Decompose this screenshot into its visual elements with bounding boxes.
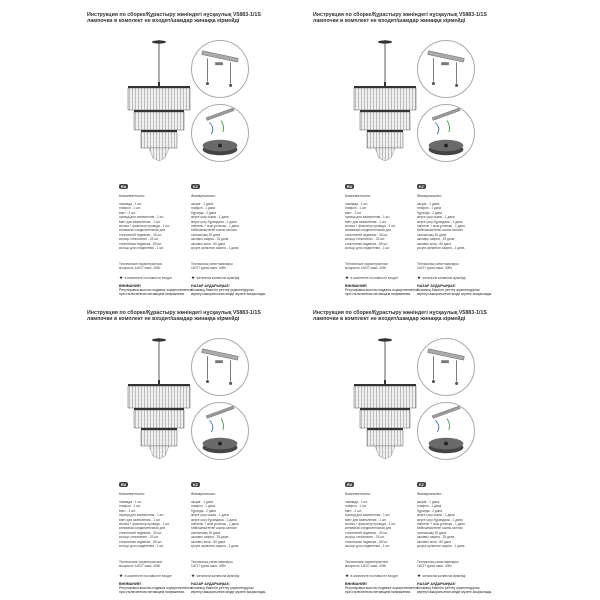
list-item: қосуға арналған сақина - 1 дана bbox=[191, 544, 239, 549]
warning-line: при отключенном питающем напряжении. bbox=[119, 590, 186, 595]
list-item: лампада - 1 шт. bbox=[119, 202, 142, 206]
list-item: Кейіншежіктеген шыны салпын bbox=[191, 228, 237, 233]
list-item: бұранда - 2 дана bbox=[417, 508, 443, 513]
list-item: кольцо стеклянное - 33 шт. bbox=[345, 237, 385, 242]
language-badge-kz: KZ bbox=[419, 482, 424, 487]
note-text: в комплекте поставки не входит bbox=[124, 276, 172, 280]
instruction-sheet bbox=[87, 310, 313, 595]
list-item: бұранда - 2 дана bbox=[191, 210, 217, 215]
list-item: провод для заземления - 1 шт. bbox=[119, 215, 165, 220]
note-text: жеткізілім жинағына кірмейді bbox=[196, 574, 240, 578]
list-item: плафон - 1 дана bbox=[417, 504, 442, 509]
warning-line: Аспаның биіктігін реттеу қоректендіргіш bbox=[417, 288, 480, 293]
warning-ru bbox=[345, 284, 421, 296]
contents-heading: Жинақтылығы: bbox=[417, 492, 442, 496]
note-text: жеткізілім жинағына кірмейді bbox=[422, 574, 466, 578]
sheet-title bbox=[313, 12, 533, 25]
mounting-bracket-screws-diagram bbox=[417, 338, 475, 396]
tech-specs-ru bbox=[345, 560, 415, 568]
warning-title: ВНИМАНИЕ! bbox=[119, 284, 142, 288]
contents-list-kz bbox=[191, 202, 261, 250]
list-item: кольцо для соединения - 1 шт. bbox=[119, 544, 165, 549]
note-text: жеткізілім жинағына кірмейді bbox=[196, 276, 240, 280]
list-item: лампада - 1 шт. bbox=[119, 500, 142, 504]
tech-specs-kz bbox=[417, 262, 487, 270]
warning-ru bbox=[119, 284, 195, 296]
list-item: ниппель + сым ұстағыш - 1 дана bbox=[191, 522, 239, 527]
warning-title: НАЗАР АУДАРЫҢЫЗ! bbox=[417, 582, 456, 586]
language-badge-ru: RU bbox=[121, 482, 127, 487]
contents-list-kz bbox=[417, 202, 487, 250]
list-item: Кейіншежіктеген шыны салпын bbox=[191, 526, 237, 531]
crystal-chandelier-illustration bbox=[345, 338, 425, 466]
list-item: ниппель + сым ұстағыш - 1 дана bbox=[417, 522, 465, 527]
list-item: винт - 2 шт. bbox=[345, 210, 362, 215]
instruction-sheet bbox=[313, 310, 539, 595]
list-item: винт - 2 шт. bbox=[119, 210, 136, 215]
list-item: кольцо стеклянное - 33 шт. bbox=[119, 237, 159, 242]
tech-specs-ru bbox=[119, 262, 189, 270]
list-item: жерге қосу сымы - 1 дана bbox=[191, 513, 229, 518]
list-item: шынағы аспа - 80 дана bbox=[191, 539, 226, 544]
title-line: Инструкция по сборке/Құрастыру жөніндегі нұсқаулық V5883-1/1S bbox=[87, 12, 261, 18]
list-item: бұранда - 2 дана bbox=[191, 508, 217, 513]
not-included-note bbox=[417, 574, 465, 578]
warning-title: ВНИМАНИЕ! bbox=[345, 582, 368, 586]
list-item: провод для заземления - 1 шт. bbox=[345, 513, 391, 518]
list-item: кнопка + фиксатор провода - 1 шт. bbox=[345, 522, 396, 527]
title-line: лампочки в комплект не входят/шамдар жинаққа кірмейді bbox=[87, 18, 240, 25]
warning-kz bbox=[191, 582, 267, 594]
list-item: жерге қосу бұрандасы - 1 дана bbox=[417, 219, 463, 224]
list-item: шырағ - 1 дана bbox=[191, 202, 214, 206]
list-item: шынағы сақина - 33 дана bbox=[417, 237, 455, 242]
title-line: Инструкция по сборке/Құрастыру жөніндегі нұсқаулық V5883-1/1S bbox=[87, 310, 261, 316]
list-item: шынағы аспа - 80 дана bbox=[191, 241, 226, 246]
contents-heading: Комплектность: bbox=[119, 492, 146, 496]
list-item: жерге қосу сымы - 1 дана bbox=[417, 215, 455, 220]
warning-line: Аспаның биіктігін реттеу қоректендіргіш bbox=[417, 586, 480, 591]
star-icon: ★ bbox=[345, 275, 350, 280]
language-badge-ru: RU bbox=[347, 184, 353, 189]
note-text: в комплекте поставки не входит bbox=[350, 574, 398, 578]
list-item: стеклянная подвеска - 80 шт. bbox=[345, 241, 389, 246]
list-item: Кейіншежіктеген шыны салпын bbox=[417, 526, 463, 531]
specs-title: Техникалық сипаттамалары: bbox=[191, 262, 234, 266]
warning-title: ВНИМАНИЕ! bbox=[345, 284, 368, 288]
warning-title: НАЗАР АУДАРЫҢЫЗ! bbox=[417, 284, 456, 288]
specs-value: 1xE27 қуаты макс. 40Вт bbox=[417, 564, 452, 569]
specs-value: 1xE27 қуаты макс. 40Вт bbox=[191, 266, 226, 271]
list-item: винт для заземления - 1 шт. bbox=[345, 517, 387, 522]
specs-value: 1xE27 қуаты макс. 40Вт bbox=[417, 266, 452, 271]
star-icon: ★ bbox=[345, 573, 350, 578]
specs-title: Техникалық сипаттамалары: bbox=[191, 560, 234, 564]
not-included-note bbox=[191, 276, 239, 280]
list-item: клеммная соединительная для bbox=[119, 526, 166, 531]
list-item: стеклянной подвески - 30 шт. bbox=[345, 530, 389, 535]
tech-specs-ru bbox=[119, 560, 189, 568]
contents-heading: Жинақтылығы: bbox=[191, 194, 216, 198]
list-item: жерге қосу сымы - 1 дана bbox=[191, 215, 229, 220]
list-item: шынағы сақина - 33 дана bbox=[417, 535, 455, 540]
title-line: Инструкция по сборке/Құрастыру жөніндегі нұсқаулық V5883-1/1S bbox=[313, 12, 487, 18]
warning-line: кернеуі ажыратылған кезде жүзеге асырылады. bbox=[191, 590, 267, 595]
tech-specs-kz bbox=[191, 560, 261, 568]
language-badge-kz: KZ bbox=[193, 184, 198, 189]
list-item: кнопка + фиксатор провода - 1 шт. bbox=[119, 224, 170, 229]
list-item: кнопка + фиксатор провода - 1 шт. bbox=[345, 224, 396, 229]
list-item: салпыншақ 30 дана bbox=[191, 530, 221, 535]
list-item: стеклянная подвеска - 80 шт. bbox=[345, 539, 389, 544]
warning-line: кернеуі ажыратылған кезде жүзеге асырылады. bbox=[417, 292, 493, 297]
list-item: кольцо стеклянное - 33 шт. bbox=[119, 535, 159, 540]
list-item: Кейіншежіктеген шыны салпын bbox=[417, 228, 463, 233]
contents-list-ru bbox=[119, 202, 189, 250]
list-item: винт для заземления - 1 шт. bbox=[119, 219, 161, 224]
list-item: бұранда - 2 дана bbox=[417, 210, 443, 215]
list-item: клеммная соединительная для bbox=[119, 228, 166, 233]
contents-heading: Жинақтылығы: bbox=[417, 194, 442, 198]
contents-heading: Комплектность: bbox=[345, 194, 372, 198]
list-item: ниппель + сым ұстағыш - 1 дана bbox=[191, 224, 239, 229]
warning-line: Регулировка высоты подвеса осуществляется bbox=[119, 586, 192, 591]
list-item: стеклянной подвески - 30 шт. bbox=[119, 232, 163, 237]
ceiling-canopy-wiring-diagram bbox=[417, 402, 475, 460]
language-badge-ru: RU bbox=[347, 482, 353, 487]
sheet-title bbox=[313, 310, 533, 323]
list-item: кольцо стеклянное - 33 шт. bbox=[345, 535, 385, 540]
not-included-note bbox=[191, 574, 239, 578]
list-item: плафон - 1 дана bbox=[191, 206, 216, 211]
list-item: қосуға арналған сақина - 1 дана bbox=[417, 544, 465, 549]
specs-title: Технические характеристики: bbox=[119, 262, 163, 266]
specs-value: 1xE27 қуаты макс. 40Вт bbox=[191, 564, 226, 569]
warning-ru bbox=[345, 582, 421, 594]
tech-specs-kz bbox=[417, 560, 487, 568]
ceiling-canopy-wiring-diagram bbox=[191, 402, 249, 460]
list-item: винт - 2 шт. bbox=[119, 508, 136, 513]
contents-list-ru bbox=[345, 202, 415, 250]
note-text: в комплекте поставки не входит bbox=[124, 574, 172, 578]
star-icon: ★ bbox=[191, 573, 196, 578]
mounting-bracket-screws-diagram bbox=[191, 338, 249, 396]
warning-line: кернеуі ажыратылған кезде жүзеге асырылады. bbox=[191, 292, 267, 297]
list-item: кольцо для соединения - 1 шт. bbox=[345, 544, 391, 549]
list-item: шырағ - 1 дана bbox=[417, 202, 440, 206]
title-line: лампочки в комплект не входят/шамдар жинаққа кірмейді bbox=[87, 316, 240, 323]
sheet-title bbox=[87, 310, 307, 323]
contents-heading: Комплектность: bbox=[345, 492, 372, 496]
warning-line: при отключенном питающем напряжении. bbox=[345, 590, 412, 595]
list-item: плафон - 1 дана bbox=[191, 504, 216, 509]
warning-line: Регулировка высоты подвеса осуществляется bbox=[345, 586, 418, 591]
specs-value: мощность 1xE27 макс. 40Вт bbox=[345, 564, 387, 569]
warning-line: Аспаның биіктігін реттеу қоректендіргіш bbox=[191, 288, 254, 293]
star-icon: ★ bbox=[417, 573, 422, 578]
language-badge-kz: KZ bbox=[419, 184, 424, 189]
list-item: плафон - 1 шт. bbox=[119, 206, 141, 211]
list-item: плафон - 1 шт. bbox=[345, 206, 367, 211]
warning-line: Регулировка высоты подвеса осуществляется bbox=[119, 288, 192, 293]
specs-title: Техникалық сипаттамалары: bbox=[417, 560, 460, 564]
list-item: клеммная соединительная для bbox=[345, 228, 392, 233]
warning-kz bbox=[417, 284, 493, 296]
warning-line: Регулировка высоты подвеса осуществляется bbox=[345, 288, 418, 293]
warning-title: НАЗАР АУДАРЫҢЫЗ! bbox=[191, 284, 230, 288]
not-included-note bbox=[119, 276, 172, 280]
list-item: винт для заземления - 1 шт. bbox=[119, 517, 161, 522]
note-text: жеткізілім жинағына кірмейді bbox=[422, 276, 466, 280]
contents-list-kz bbox=[191, 500, 261, 548]
list-item: стеклянная подвеска - 80 шт. bbox=[119, 539, 163, 544]
warning-line: при отключенном питающем напряжении. bbox=[119, 292, 186, 297]
crystal-chandelier-illustration bbox=[119, 40, 199, 168]
list-item: винт для заземления - 1 шт. bbox=[345, 219, 387, 224]
instruction-sheet bbox=[87, 12, 313, 297]
list-item: жерге қосу бұрандасы - 1 дана bbox=[191, 517, 237, 522]
warning-line: Аспаның биіктігін реттеу қоректендіргіш bbox=[191, 586, 254, 591]
specs-value: мощность 1xE27 макс. 40Вт bbox=[119, 266, 161, 271]
list-item: салпыншақ 30 дана bbox=[417, 530, 447, 535]
star-icon: ★ bbox=[191, 275, 196, 280]
list-item: провод для заземления - 1 шт. bbox=[345, 215, 391, 220]
contents-heading: Комплектность: bbox=[119, 194, 146, 198]
star-icon: ★ bbox=[417, 275, 422, 280]
title-line: Инструкция по сборке/Құрастыру жөніндегі нұсқаулық V5883-1/1S bbox=[313, 310, 487, 316]
list-item: шынағы аспа - 80 дана bbox=[417, 539, 452, 544]
list-item: стеклянной подвески - 30 шт. bbox=[345, 232, 389, 237]
contents-list-ru bbox=[119, 500, 189, 548]
not-included-note bbox=[119, 574, 172, 578]
list-item: лампада - 1 шт. bbox=[345, 500, 368, 504]
sheet-title bbox=[87, 12, 307, 25]
star-icon: ★ bbox=[119, 573, 124, 578]
list-item: жерге қосу бұрандасы - 1 дана bbox=[191, 219, 237, 224]
specs-value: мощность 1xE27 макс. 40Вт bbox=[119, 564, 161, 569]
list-item: клеммная соединительная для bbox=[345, 526, 392, 531]
ceiling-canopy-wiring-diagram bbox=[191, 104, 249, 162]
list-item: салпыншақ 30 дана bbox=[417, 232, 447, 237]
language-badge-ru: RU bbox=[121, 184, 127, 189]
ceiling-canopy-wiring-diagram bbox=[417, 104, 475, 162]
list-item: ниппель + сым ұстағыш - 1 дана bbox=[417, 224, 465, 229]
warning-title: ВНИМАНИЕ! bbox=[119, 582, 142, 586]
star-icon: ★ bbox=[119, 275, 124, 280]
crystal-chandelier-illustration bbox=[345, 40, 425, 168]
list-item: плафон - 1 дана bbox=[417, 206, 442, 211]
list-item: шынағы сақина - 33 дана bbox=[191, 237, 229, 242]
list-item: лампада - 1 шт. bbox=[345, 202, 368, 206]
tech-specs-kz bbox=[191, 262, 261, 270]
list-item: стеклянной подвески - 30 шт. bbox=[119, 530, 163, 535]
contents-list-kz bbox=[417, 500, 487, 548]
list-item: шырағ - 1 дана bbox=[417, 500, 440, 504]
warning-ru bbox=[119, 582, 195, 594]
language-badge-kz: KZ bbox=[193, 482, 198, 487]
instruction-sheet bbox=[313, 12, 539, 297]
list-item: стеклянная подвеска - 80 шт. bbox=[119, 241, 163, 246]
tech-specs-ru bbox=[345, 262, 415, 270]
crystal-chandelier-illustration bbox=[119, 338, 199, 466]
warning-title: НАЗАР АУДАРЫҢЫЗ! bbox=[191, 582, 230, 586]
list-item: плафон - 1 шт. bbox=[345, 504, 367, 509]
specs-title: Технические характеристики: bbox=[345, 262, 389, 266]
list-item: салпыншақ 30 дана bbox=[191, 232, 221, 237]
warning-kz bbox=[191, 284, 267, 296]
list-item: қосуға арналған сақина - 1 дана bbox=[191, 246, 239, 251]
list-item: шырағ - 1 дана bbox=[191, 500, 214, 504]
contents-list-ru bbox=[345, 500, 415, 548]
warning-line: кернеуі ажыратылған кезде жүзеге асырылады. bbox=[417, 590, 493, 595]
list-item: қосуға арналған сақина - 1 дана bbox=[417, 246, 465, 251]
specs-title: Технические характеристики: bbox=[119, 560, 163, 564]
list-item: жерге қосу сымы - 1 дана bbox=[417, 513, 455, 518]
specs-title: Техникалық сипаттамалары: bbox=[417, 262, 460, 266]
specs-value: мощность 1xE27 макс. 40Вт bbox=[345, 266, 387, 271]
title-line: лампочки в комплект не входят/шамдар жинаққа кірмейді bbox=[313, 18, 466, 25]
specs-title: Технические характеристики: bbox=[345, 560, 389, 564]
note-text: в комплекте поставки не входит bbox=[350, 276, 398, 280]
list-item: кольцо для соединения - 1 шт. bbox=[119, 246, 165, 251]
list-item: плафон - 1 шт. bbox=[119, 504, 141, 509]
not-included-note bbox=[345, 574, 398, 578]
list-item: жерге қосу бұрандасы - 1 дана bbox=[417, 517, 463, 522]
list-item: кнопка + фиксатор провода - 1 шт. bbox=[119, 522, 170, 527]
list-item: провод для заземления - 1 шт. bbox=[119, 513, 165, 518]
contents-heading: Жинақтылығы: bbox=[191, 492, 216, 496]
list-item: винт - 2 шт. bbox=[345, 508, 362, 513]
not-included-note bbox=[417, 276, 465, 280]
mounting-bracket-screws-diagram bbox=[417, 40, 475, 98]
title-line: лампочки в комплект не входят/шамдар жинаққа кірмейді bbox=[313, 316, 466, 323]
not-included-note bbox=[345, 276, 398, 280]
list-item: кольцо для соединения - 1 шт. bbox=[345, 246, 391, 251]
warning-line: при отключенном питающем напряжении. bbox=[345, 292, 412, 297]
list-item: шынағы сақина - 33 дана bbox=[191, 535, 229, 540]
list-item: шынағы аспа - 80 дана bbox=[417, 241, 452, 246]
warning-kz bbox=[417, 582, 493, 594]
mounting-bracket-screws-diagram bbox=[191, 40, 249, 98]
